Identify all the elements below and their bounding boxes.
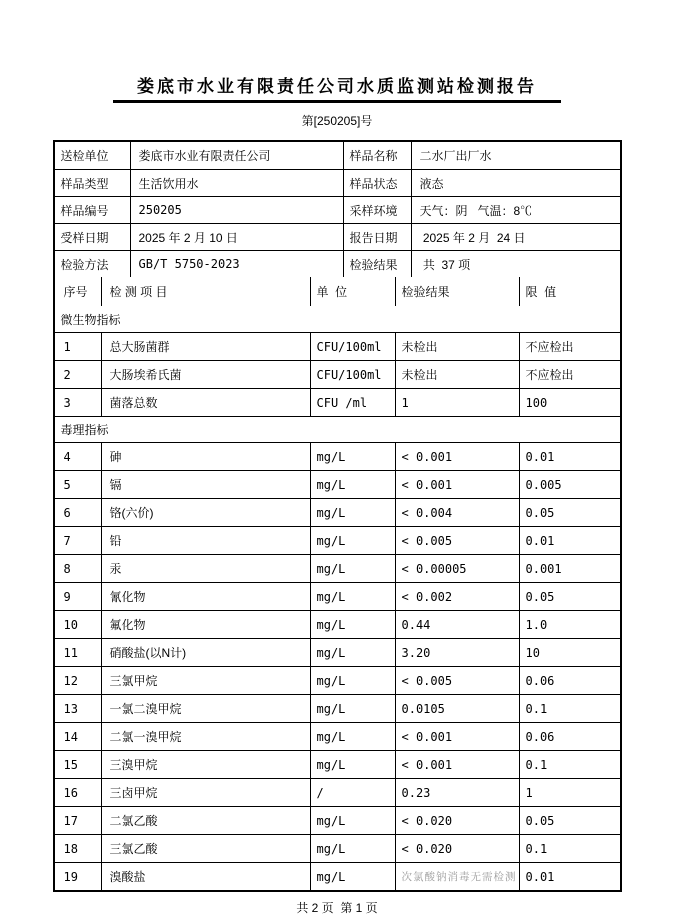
info-label: 样品类型 xyxy=(55,170,131,196)
cell-limit: 0.001 xyxy=(525,561,562,576)
cell-index: 15 xyxy=(55,751,102,778)
cell-index: 1 xyxy=(55,333,102,360)
cell-index: 9 xyxy=(55,583,102,610)
cell-limit: 0.05 xyxy=(525,813,555,828)
cell-item: 溴酸盐 xyxy=(102,863,311,890)
cell-item: 汞 xyxy=(102,555,311,582)
cell-item: 三溴甲烷 xyxy=(102,751,311,778)
cell-unit: mg/L xyxy=(311,583,396,610)
cell-unit: mg/L xyxy=(311,863,396,890)
cell-result: 未检出 xyxy=(396,361,520,388)
header-cell-index: 序号 xyxy=(55,277,102,306)
cell-index: 5 xyxy=(55,471,102,498)
cell-index: 2 xyxy=(55,361,102,388)
result-row xyxy=(55,442,620,470)
header-cell-item: 检 测 项 目 xyxy=(102,277,311,306)
cell-limit: 不应检出 xyxy=(525,340,574,354)
cell-index: 12 xyxy=(55,667,102,694)
result-row xyxy=(55,610,620,638)
info-label: 送检单位 xyxy=(55,142,131,169)
cell-limit: 0.01 xyxy=(525,449,555,464)
cell-unit: CFU/100ml xyxy=(311,361,396,388)
cell-limit: 0.06 xyxy=(525,729,555,744)
cell-result: < 0.00005 xyxy=(396,555,520,582)
cell-item: 大肠埃希氏菌 xyxy=(102,361,311,388)
cell-item: 菌落总数 xyxy=(102,389,311,416)
cell-result: < 0.005 xyxy=(396,667,520,694)
cell-unit: / xyxy=(311,779,396,806)
cell-unit: mg/L xyxy=(311,611,396,638)
result-row xyxy=(55,806,620,834)
result-row xyxy=(55,554,620,582)
cell-index: 14 xyxy=(55,723,102,750)
cell-result: < 0.001 xyxy=(396,443,520,470)
cell-result: < 0.020 xyxy=(396,807,520,834)
cell-limit: 0.1 xyxy=(525,841,548,856)
cell-index: 6 xyxy=(55,499,102,526)
info-label: 样品编号 xyxy=(55,197,131,223)
info-row xyxy=(55,250,620,277)
cell-result: < 0.020 xyxy=(396,835,520,862)
section-title: 毒理指标 xyxy=(60,423,109,437)
cell-unit: mg/L xyxy=(311,807,396,834)
cell-index: 16 xyxy=(55,779,102,806)
cell-result: 0.44 xyxy=(396,611,520,638)
cell-result: < 0.002 xyxy=(396,583,520,610)
info-row xyxy=(55,196,620,223)
result-row xyxy=(55,722,620,750)
info-value: 2025 年 2 月 10 日 xyxy=(131,224,344,250)
info-label: 采样环境 xyxy=(344,197,412,223)
section-header-row xyxy=(55,416,620,442)
info-value: 二水厂出厂水 xyxy=(419,149,492,163)
cell-item: 总大肠菌群 xyxy=(102,333,311,360)
cell-index: 18 xyxy=(55,835,102,862)
cell-item: 二氯乙酸 xyxy=(102,807,311,834)
title-underline xyxy=(113,100,561,103)
result-row xyxy=(55,332,620,360)
cell-item: 镉 xyxy=(102,471,311,498)
cell-item: 铬(六价) xyxy=(102,499,311,526)
cell-result: < 0.001 xyxy=(396,751,520,778)
cell-unit: mg/L xyxy=(311,835,396,862)
cell-index: 7 xyxy=(55,527,102,554)
cell-item: 铅 xyxy=(102,527,311,554)
cell-limit: 0.1 xyxy=(525,701,548,716)
cell-limit: 0.06 xyxy=(525,673,555,688)
cell-result: < 0.001 xyxy=(396,471,520,498)
cell-unit: mg/L xyxy=(311,499,396,526)
cell-item: 三氯甲烷 xyxy=(102,667,311,694)
section-title: 微生物指标 xyxy=(60,312,121,327)
cell-result: 次氯酸钠消毒无需检测 xyxy=(396,863,520,890)
cell-limit: 0.005 xyxy=(525,477,562,492)
result-row xyxy=(55,360,620,388)
cell-result: 未检出 xyxy=(396,333,520,360)
info-value: 250205 xyxy=(131,197,344,223)
cell-index: 11 xyxy=(55,639,102,666)
result-row xyxy=(55,862,620,890)
cell-unit: CFU/100ml xyxy=(311,333,396,360)
header-cell-unit: 单 位 xyxy=(311,277,396,306)
cell-result: 3.20 xyxy=(396,639,520,666)
cell-result: 0.0105 xyxy=(396,695,520,722)
header-cell-limit: 限 值 xyxy=(525,285,557,299)
result-row xyxy=(55,582,620,610)
cell-unit: mg/L xyxy=(311,555,396,582)
sample-info-section xyxy=(55,142,620,277)
cell-limit: 不应检出 xyxy=(525,368,574,382)
cell-unit: mg/L xyxy=(311,527,396,554)
cell-unit: mg/L xyxy=(311,667,396,694)
result-row xyxy=(55,750,620,778)
result-row xyxy=(55,498,620,526)
cell-limit: 0.1 xyxy=(525,757,548,772)
info-row xyxy=(55,223,620,250)
results-body xyxy=(55,306,620,890)
cell-unit: mg/L xyxy=(311,471,396,498)
result-row xyxy=(55,694,620,722)
cell-item: 氟化物 xyxy=(102,611,311,638)
report-title: 娄底市水业有限责任公司水质监测站检测报告 xyxy=(137,77,537,96)
cell-unit: CFU /ml xyxy=(311,389,396,416)
result-row xyxy=(55,470,620,498)
info-label: 受样日期 xyxy=(55,224,131,250)
report-table xyxy=(53,140,622,892)
result-row xyxy=(55,638,620,666)
info-value: 生活饮用水 xyxy=(131,170,344,196)
result-row xyxy=(55,526,620,554)
info-value: 天气：阴 气温：8℃ xyxy=(419,203,533,218)
cell-limit: 0.01 xyxy=(525,533,555,548)
cell-item: 硝酸盐(以N计) xyxy=(102,639,311,666)
cell-unit: mg/L xyxy=(311,443,396,470)
cell-result: < 0.004 xyxy=(396,499,520,526)
cell-limit: 1 xyxy=(525,785,533,800)
section-header-row xyxy=(55,306,620,332)
cell-result: < 0.001 xyxy=(396,723,520,750)
cell-index: 19 xyxy=(55,863,102,890)
cell-index: 4 xyxy=(55,443,102,470)
header-cell-result: 检验结果 xyxy=(396,277,520,306)
cell-result: < 0.005 xyxy=(396,527,520,554)
info-value: GB/T 5750-2023 xyxy=(131,251,344,277)
cell-result: 0.23 xyxy=(396,779,520,806)
cell-item: 二氯一溴甲烷 xyxy=(102,723,311,750)
info-label: 样品名称 xyxy=(344,142,412,169)
result-row xyxy=(55,666,620,694)
result-row xyxy=(55,778,620,806)
cell-item: 一氯二溴甲烷 xyxy=(102,695,311,722)
info-value: 娄底市水业有限责任公司 xyxy=(131,142,344,169)
cell-limit: 0.05 xyxy=(525,589,555,604)
cell-unit: mg/L xyxy=(311,639,396,666)
result-row xyxy=(55,834,620,862)
results-header-row xyxy=(55,277,620,306)
report-number: 第[250205]号 xyxy=(301,114,373,128)
info-label: 检验方法 xyxy=(55,251,131,277)
result-row xyxy=(55,388,620,416)
cell-index: 17 xyxy=(55,807,102,834)
cell-item: 砷 xyxy=(102,443,311,470)
cell-limit: 1.0 xyxy=(525,617,548,632)
cell-index: 3 xyxy=(55,389,102,416)
cell-limit: 0.05 xyxy=(525,505,555,520)
info-value: 2025 年 2 月 24 日 xyxy=(419,230,526,245)
cell-unit: mg/L xyxy=(311,723,396,750)
cell-limit: 10 xyxy=(525,645,540,660)
cell-index: 10 xyxy=(55,611,102,638)
info-label: 报告日期 xyxy=(344,224,412,250)
cell-index: 13 xyxy=(55,695,102,722)
page-footer: 共 2 页 第 1 页 xyxy=(296,901,378,915)
cell-result: 1 xyxy=(396,389,520,416)
cell-item: 氰化物 xyxy=(102,583,311,610)
cell-unit: mg/L xyxy=(311,751,396,778)
info-value: 液态 xyxy=(419,176,444,191)
info-label: 检验结果 xyxy=(344,251,412,277)
cell-limit: 0.01 xyxy=(525,869,555,884)
info-value: 共 37 项 xyxy=(419,257,471,272)
cell-limit: 100 xyxy=(525,395,548,410)
info-row xyxy=(55,142,620,169)
info-row xyxy=(55,169,620,196)
info-label: 样品状态 xyxy=(344,170,412,196)
cell-index: 8 xyxy=(55,555,102,582)
cell-item: 三氯乙酸 xyxy=(102,835,311,862)
cell-unit: mg/L xyxy=(311,695,396,722)
cell-item: 三卤甲烷 xyxy=(102,779,311,806)
